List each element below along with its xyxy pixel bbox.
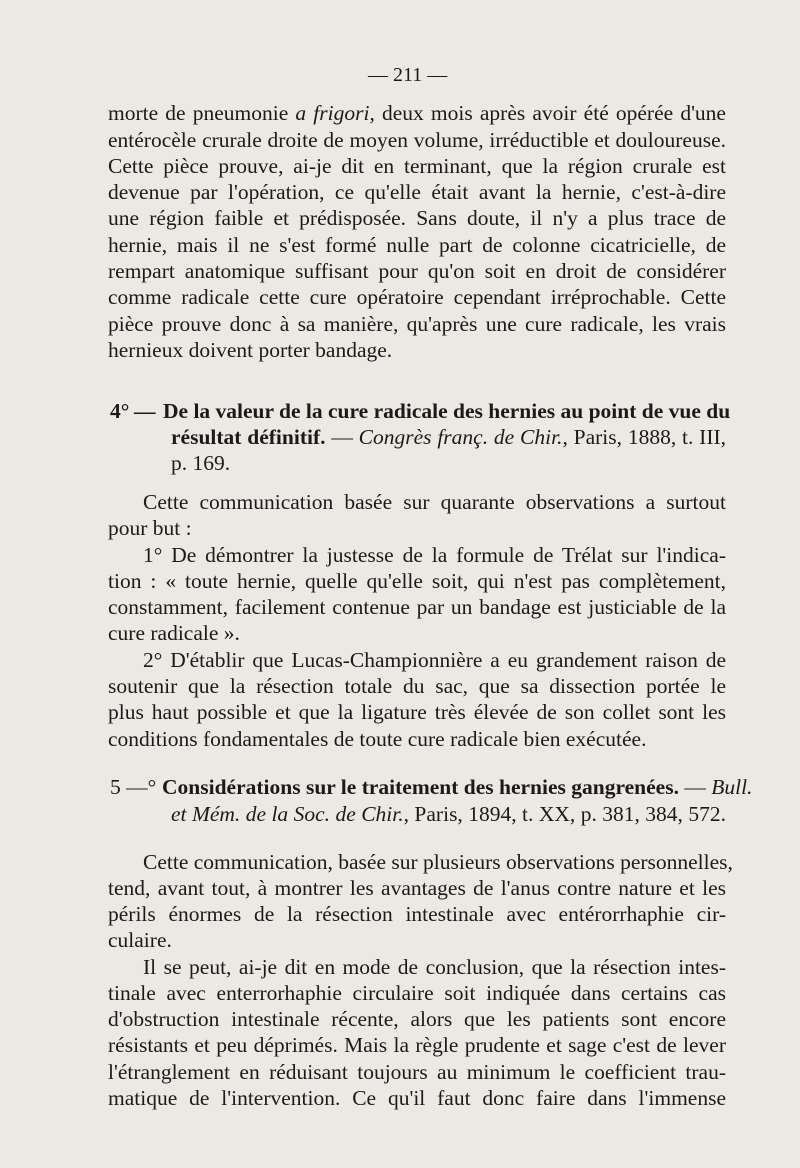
text-line: tinale avec enterrorhaphie circulaire soit indiquée dans certains cas [108, 981, 726, 1005]
text-line: 2° D'établir que Lucas-Championnière a eu grandement raison de [143, 648, 726, 672]
text-line: rempart anatomique suffisant pour qu'on soit en droit de considérer [108, 259, 726, 283]
section-4-reference: résultat définitif. — Congrès franç. de Chir., Paris, 1888, t. III, [171, 425, 727, 449]
text-line: matique de l'intervention. Ce qu'il faut donc faire dans l'immense [108, 1086, 726, 1110]
text-line: culaire. [108, 928, 172, 952]
text-line: hernieux doivent porter bandage. [108, 338, 393, 362]
text-line: Il se peut, ai-je dit en mode de conclusion, que la résection intes- [143, 955, 726, 979]
section-5-reference: et Mém. de la Soc. de Chir., Paris, 1894, t. XX, p. 381, 384, 572. [171, 802, 726, 826]
text-line: Cette communication basée sur quarante observations a surtout [143, 490, 726, 514]
text-line: comme radicale cette cure opératoire cependant irréprochable. Cette [108, 285, 726, 309]
text-line: tion : « toute hernie, quelle qu'elle soit, qui n'est pas complètement, [108, 569, 726, 593]
text-line: hernie, mais il ne s'est formé nulle part de colonne cicatricielle, de [108, 233, 726, 257]
page-number: — 211 — [368, 64, 448, 86]
text-line: morte de pneumonie a frigori, deux mois après avoir été opérée d'une [108, 101, 726, 125]
text-line: l'étranglement en réduisant toujours au minimum le coefficient trau- [108, 1060, 726, 1084]
text-line: d'obstruction intestinale récente, alors que les patients sont encore [108, 1007, 726, 1031]
section-4-title: De la valeur de la cure radicale des hernies au point de vue du [163, 399, 731, 423]
text-line: constamment, facilement contenue par un bandage est justiciable de la [108, 595, 726, 619]
text-line: résistants et peu déprimés. Mais la règle prudente et sage c'est de lever [108, 1033, 726, 1057]
text-line: une région faible et prédisposée. Sans doute, il n'y a plus trace de [108, 206, 726, 230]
text-line: pour but : [108, 516, 192, 540]
section-5-title: Considérations sur le traitement des hernies gangrenées. — Bull. [162, 775, 753, 799]
text-line: Cette communication, basée sur plusieurs observations personnelles, [143, 850, 733, 874]
text-line: cure radicale ». [108, 621, 240, 645]
text-line: entérocèle crurale droite de moyen volume, irréductible et douloureuse. [108, 128, 726, 152]
text-line: conditions fondamentales de toute cure radicale bien exécutée. [108, 727, 647, 751]
text-line: soutenir que la résection totale du sac, que sa dissection portée le [108, 674, 726, 698]
section-4-dash: — [134, 399, 156, 423]
text-line: tend, avant tout, à montrer les avantages de l'anus contre nature et les [108, 876, 726, 900]
text-line: plus haut possible et que la ligature très élevée de son collet sont les [108, 700, 726, 724]
text-line: Cette pièce prouve, ai-je dit en terminant, que la région crurale est [108, 154, 726, 178]
text-line: périls énormes de la résection intestinale avec entérorrhaphie cir- [108, 902, 726, 926]
section-4-number: 4° [110, 399, 130, 423]
text-line: devenue par l'opération, ce qu'elle était avant la hernie, c'est-à-dire [108, 180, 726, 204]
text-line: pièce prouve donc à sa manière, qu'après une cure radicale, les vrais [108, 312, 726, 336]
text-line: 1° De démontrer la justesse de la formule de Trélat sur l'indica- [143, 543, 726, 567]
section-4-reference-page: p. 169. [171, 451, 231, 475]
section-5-number: 5 —° [110, 775, 157, 799]
